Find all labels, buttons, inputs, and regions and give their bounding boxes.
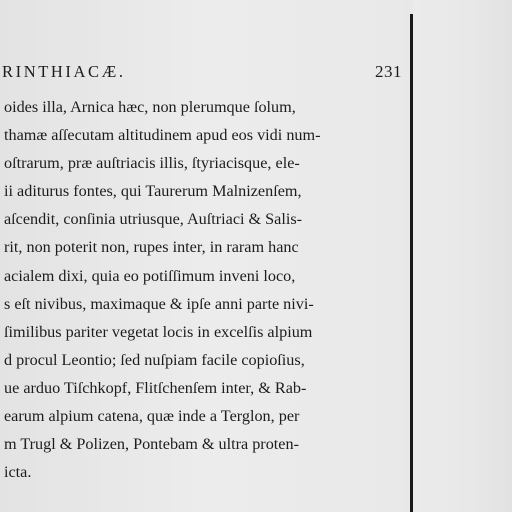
text-line-4: ii aditurus fontes, qui Taurerum Malnizenſem,	[4, 182, 302, 201]
text-line-6: rit, non poterit non, rupes inter, in raram hanc	[4, 238, 299, 257]
text-line-2: thamæ aſſecutam altitudinem apud eos vidi num-	[4, 126, 321, 145]
page-header	[0, 62, 405, 86]
text-line-13: m Trugl & Polizen, Pontebam & ultra proten-	[4, 435, 299, 454]
body-text	[4, 93, 404, 486]
text-line-12: earum alpium catena, quæ inde a Terglon, per	[4, 407, 300, 426]
text-line-5: aſcendit, conſinia utriusque, Auſtriaci & Salis-	[4, 210, 303, 229]
text-line-3: oſtrarum, præ auſtriacis illis, ſtyriacisque, ele-	[4, 154, 300, 173]
text-line-10: d procul Leontio; ſed nuſpiam facile copioſius,	[4, 350, 305, 369]
text-line-7: acialem dixi, quia eo potiſſimum inveni loco,	[4, 266, 296, 285]
text-line-14: icta.	[4, 463, 32, 482]
text-line-1: oides illa, Arnica hæc, non plerumque ſolum,	[4, 98, 296, 116]
adjacent-page-margin	[413, 0, 512, 512]
text-line-11: ue arduo Tiſchkopf, Flitſchenſem inter, & Rab-	[4, 378, 307, 397]
page-number: 231	[375, 62, 402, 81]
text-line-8: s eſt nivibus, maximaque & ipſe anni parte nivi-	[4, 294, 314, 313]
running-head: RINTHIACÆ.	[2, 62, 126, 81]
text-line-9: ſimilibus pariter vegetat locis in excelſis alpium	[4, 322, 313, 341]
